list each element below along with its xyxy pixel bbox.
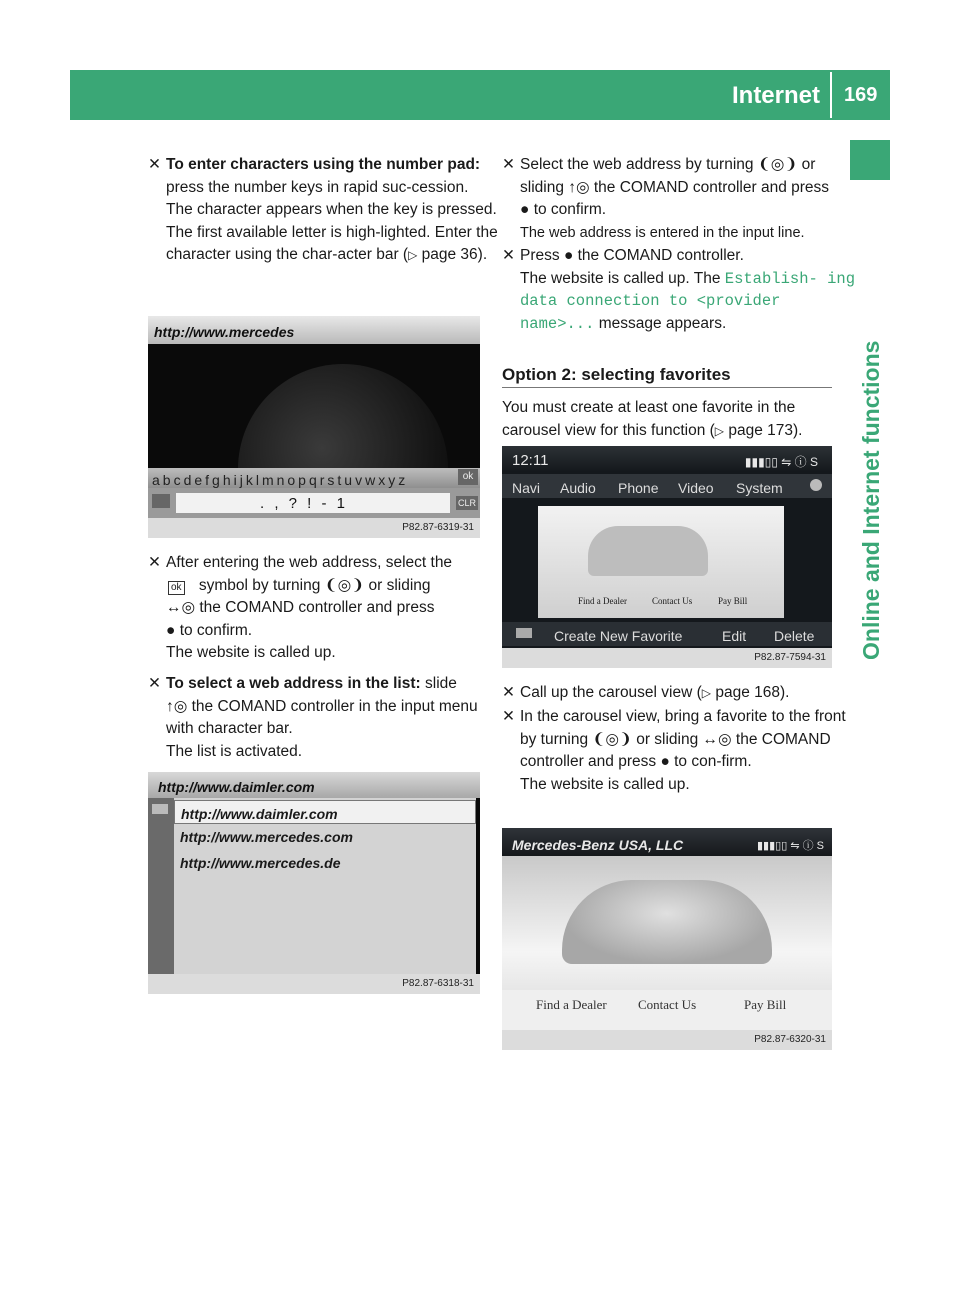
step-text: Press — [520, 247, 560, 264]
page-reference[interactable]: page 36). — [421, 246, 488, 263]
card-link: Pay Bill — [718, 596, 748, 606]
status-bar — [502, 446, 832, 472]
step-text: The website is called up. — [166, 644, 336, 661]
step-text: The website is called up. The — [520, 269, 721, 287]
step-text: Call up the carousel view ( — [520, 684, 702, 701]
step-arrow-icon: ✕ — [148, 554, 161, 571]
find-dealer-link[interactable]: Find a Dealer — [536, 997, 607, 1012]
reference-arrow-icon: ▷ — [408, 248, 418, 262]
input-line — [148, 772, 480, 798]
step-text: the COMAND controller. — [577, 247, 744, 264]
step-arrow-icon: ✕ — [148, 156, 161, 173]
step-text: or sliding — [368, 576, 431, 594]
step-text: The character appears when the key is pressed. The first available letter is high-lighted. Enter the character using the char-acter bar ( — [166, 201, 498, 263]
step-text: The list is activated. — [166, 742, 303, 760]
step-text: to confirm. — [533, 201, 607, 218]
step-arrow-icon: ✕ — [502, 156, 515, 173]
turn-controller-icon: ❨◎❩ — [757, 156, 798, 173]
ok-symbol-icon: ok — [168, 581, 185, 595]
step-text: to confirm. — [179, 621, 253, 639]
image-caption: P82.87-6319-31 — [148, 518, 480, 538]
step-call-carousel — [502, 682, 855, 705]
step-lead: To select a web address in the list: — [166, 675, 421, 692]
special-bar — [148, 488, 480, 518]
step-text: the COMAND controller and press — [593, 178, 830, 196]
press-controller-icon: ● — [563, 247, 574, 264]
list-item-label: http://www.daimler.com — [181, 806, 338, 822]
list-item[interactable] — [174, 824, 474, 848]
page-section-title: Internet — [731, 82, 820, 109]
site-title: Mercedes-Benz USA, LLC — [512, 837, 684, 853]
header-divider — [830, 72, 832, 118]
slide-up-icon: ↑◎ — [568, 178, 590, 196]
step-arrow-icon: ✕ — [502, 708, 515, 725]
back-icon[interactable] — [516, 628, 532, 638]
step-number-pad — [148, 154, 501, 267]
list-item-label: http://www.mercedes.com — [180, 829, 353, 845]
page-reference[interactable]: page 173). — [728, 421, 803, 439]
step-arrow-icon: ✕ — [502, 684, 515, 701]
address-list — [174, 798, 476, 974]
step-text: the COMAND controller and press — [520, 730, 831, 770]
site-nav — [502, 990, 832, 1030]
input-line — [148, 316, 480, 344]
reference-arrow-icon: ▷ — [714, 423, 725, 438]
contact-us-link[interactable]: Contact Us — [638, 997, 697, 1012]
section-intro — [502, 397, 837, 442]
special-characters[interactable] — [176, 493, 450, 513]
press-controller-icon: ● — [520, 201, 530, 218]
step-text: the COMAND controller in the input menu with character bar. — [166, 697, 478, 737]
section-text: You must create at least one favorite in the carousel view for this function ( — [502, 399, 796, 439]
car-image — [562, 880, 772, 964]
step-arrow-icon: ✕ — [502, 247, 515, 264]
edit-button[interactable]: Edit — [722, 628, 747, 644]
menu-item-video[interactable]: Video — [678, 480, 714, 496]
card-link: Contact Us — [652, 596, 693, 606]
step-lead: To enter characters using the number pad: — [166, 156, 481, 173]
screenshot-carousel — [502, 446, 832, 668]
step-text: slide — [425, 675, 457, 692]
site-title-bar — [502, 828, 832, 856]
page-reference[interactable]: page 168). — [715, 684, 790, 701]
clr-button[interactable]: CLR — [457, 498, 476, 508]
step-text: symbol by turning — [198, 576, 321, 594]
turn-controller-icon: ❨◎❩ — [324, 576, 365, 594]
section-rule — [502, 387, 832, 388]
car-image — [588, 526, 708, 576]
step-select-list — [148, 673, 501, 763]
status-icons: ▮▮▮▯▯ ⇋ ⓘ S — [744, 455, 818, 469]
character-row: abcdefghijklmnopqrstuvwxyz — [152, 472, 409, 488]
section-title: Option 2: selecting favorites — [502, 365, 731, 384]
step-text: or sliding — [636, 730, 699, 748]
url-text: http://www.mercedes — [154, 324, 295, 340]
list-item[interactable] — [174, 850, 474, 874]
menu-item-audio[interactable]: Audio — [560, 480, 596, 496]
slide-up-icon: ↑◎ — [166, 697, 188, 715]
screenshot-address-list — [148, 772, 480, 994]
image-caption: P82.87-7594-31 — [502, 648, 832, 668]
image-caption: P82.87-6318-31 — [148, 974, 480, 994]
options-icon[interactable] — [810, 479, 822, 491]
special-chars-text: . , ? ! - 1 — [260, 495, 349, 512]
image-caption: P82.87-6320-31 — [502, 1030, 832, 1050]
chapter-label: Online and Internet functions — [858, 340, 884, 660]
screenshot-website — [502, 828, 832, 1050]
screenshot-input-line — [148, 316, 480, 538]
step-text: After entering the web address, select the — [166, 554, 453, 571]
slide-controller-icon: ↔◎ — [702, 730, 732, 748]
slide-controller-icon: ↔◎ — [166, 599, 196, 616]
url-text: http://www.daimler.com — [158, 779, 315, 795]
main-menu — [502, 474, 832, 498]
step-select-address — [502, 154, 855, 244]
press-controller-icon: ● — [660, 753, 670, 770]
favorite-card[interactable] — [538, 506, 784, 618]
pay-bill-link[interactable]: Pay Bill — [744, 997, 787, 1012]
step-text: press the number keys in rapid suc-cession. — [166, 178, 469, 196]
status-icons: ▮▮▮▯▯ ⇋ ⓘ S — [757, 840, 824, 852]
step-text: message appears. — [598, 314, 727, 332]
site-content — [502, 856, 832, 1030]
create-favorite-button[interactable]: Create New Favorite — [554, 628, 683, 644]
display-message: Establish‐ ing data connection to <provider name>... — [520, 269, 856, 333]
menu-item-system[interactable]: System — [736, 480, 783, 496]
step-press-controller — [502, 245, 855, 335]
step-text: In the carousel view, bring a favorite to the front by turning — [520, 708, 846, 748]
clock: 12:11 — [512, 452, 549, 469]
step-text: The website is called up. — [520, 775, 690, 793]
step-select-ok — [148, 552, 501, 665]
step-text: or sliding — [520, 156, 816, 196]
step-text: to con-firm. — [674, 753, 752, 770]
bottom-bar — [502, 622, 832, 646]
turn-controller-icon: ❨◎❩ — [592, 730, 632, 748]
menu-item-navi[interactable]: Navi — [512, 480, 541, 496]
reference-arrow-icon: ▷ — [701, 686, 712, 700]
step-text: Select the web address by turning — [520, 156, 754, 173]
step-arrow-icon: ✕ — [148, 675, 161, 692]
step-text: The web address is entered in the input line. — [520, 224, 805, 241]
step-bring-favorite — [502, 706, 855, 796]
chapter-tab — [850, 140, 890, 180]
press-controller-icon: ● — [166, 621, 176, 639]
character-bar[interactable] — [148, 468, 480, 488]
back-icon[interactable] — [152, 804, 168, 814]
card-link: Find a Dealer — [578, 596, 627, 606]
list-sidebar — [148, 798, 174, 974]
back-icon[interactable] — [152, 494, 170, 508]
menu-item-phone[interactable]: Phone — [618, 480, 659, 496]
ok-symbol[interactable]: ok — [458, 469, 478, 485]
list-item[interactable] — [174, 800, 476, 824]
delete-button[interactable]: Delete — [774, 628, 815, 644]
step-text: the COMAND controller and press — [199, 599, 435, 616]
list-item-label: http://www.mercedes.de — [180, 855, 341, 871]
page-number: 169 — [844, 84, 878, 106]
